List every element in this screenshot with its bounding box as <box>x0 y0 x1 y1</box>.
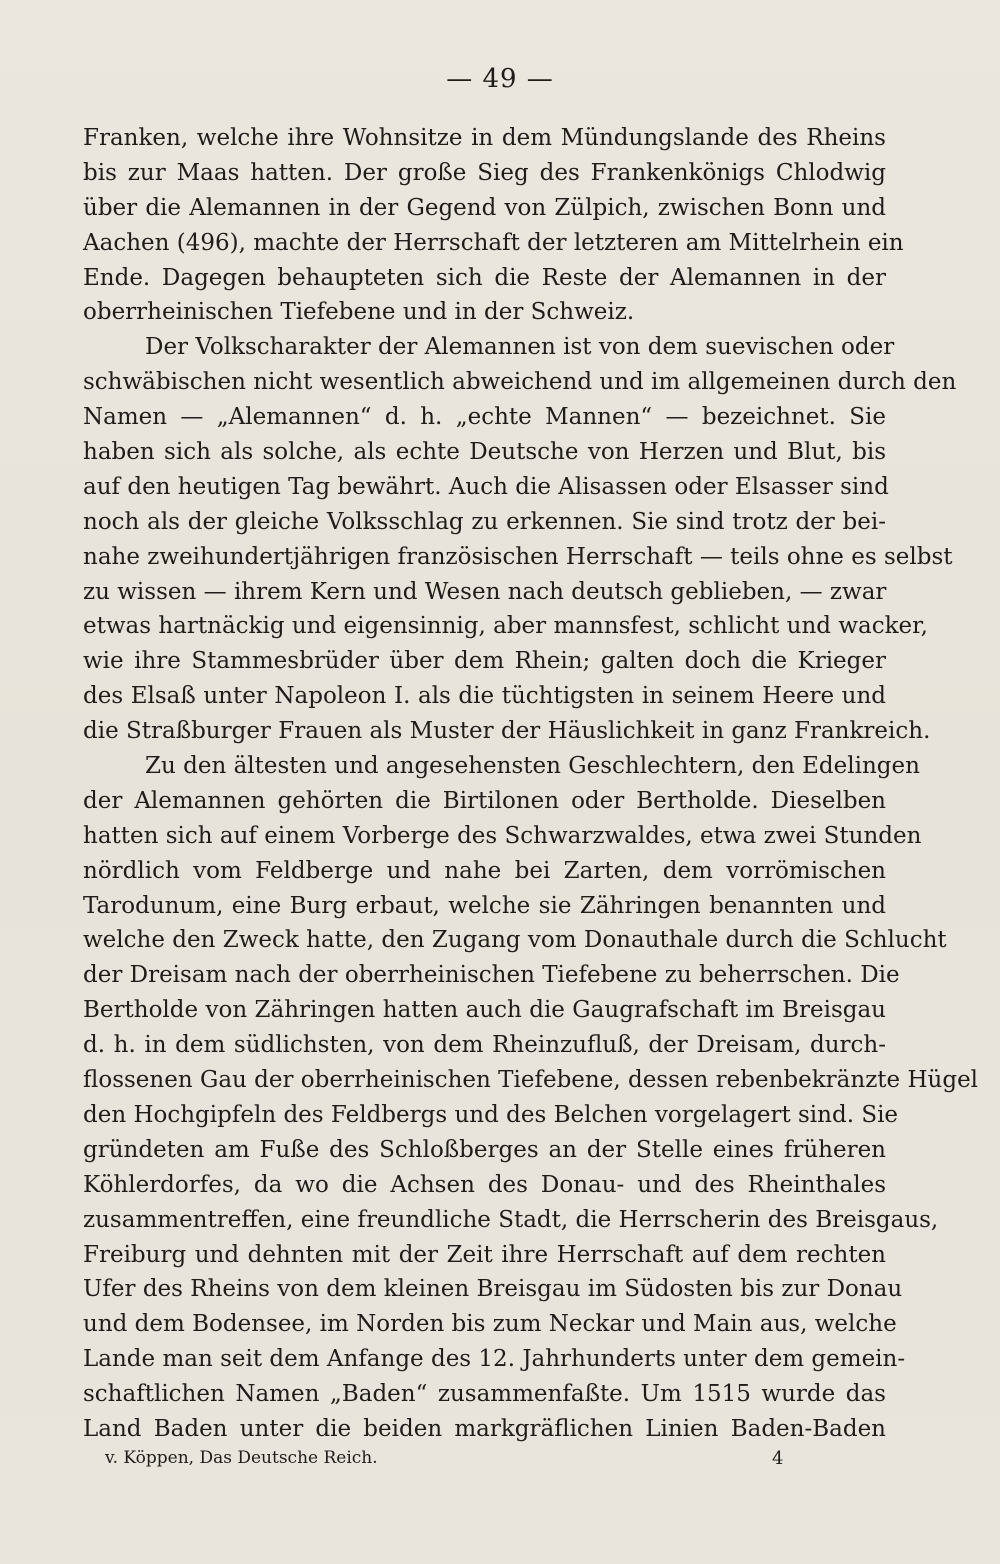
text-line-21: hatten sich auf einem Vorberge des Schwarzwaldes, etwa zwei Stunden <box>83 822 922 849</box>
text-line-37: schaftlichen Namen „Baden“ zusammenfaßte. Um 1515 wurde das <box>83 1381 886 1408</box>
text-line-5: Ende. Dagegen behaupteten sich die Reste der Alemannen in der <box>83 264 886 291</box>
text-line-8: schwäbischen nicht wesentlich abweichend und im allgemeinen durch den <box>83 369 957 396</box>
body-text <box>83 121 979 1447</box>
text-line-27: d. h. in dem südlichsten, von dem Rheinzufluß, der Dreisam, durch- <box>83 1032 886 1059</box>
text-line-19: Zu den ältesten und angesehensten Geschlechtern, den Edelingen <box>145 753 920 780</box>
text-line-9: Namen — „Alemannen“ d. h. „echte Mannen“ — bezeichnet. Sie <box>83 404 886 431</box>
text-line-20: der Alemannen gehörten die Birtilonen oder Bertholde. Dieselben <box>83 787 886 814</box>
text-line-31: Köhlerdorfes, da wo die Achsen des Donau- und des Rheinthales <box>83 1171 886 1198</box>
text-line-25: der Dreisam nach der oberrheinischen Tiefebene zu beherrschen. Die <box>83 962 900 989</box>
text-line-38: Land Baden unter die beiden markgräflichen Linien Baden-Baden <box>83 1415 886 1442</box>
text-line-23: Tarodunum, eine Burg erbaut, welche sie Zähringen benannten und <box>83 892 886 919</box>
text-line-7: Der Volkscharakter der Alemannen ist von dem suevischen oder <box>145 334 895 361</box>
text-line-15: etwas hartnäckig und eigensinnig, aber mannsfest, schlicht und wacker, <box>83 613 928 640</box>
text-line-26: Bertholde von Zähringen hatten auch die Gaugrafschaft im Breisgau <box>83 997 886 1024</box>
text-line-36: Lande man seit dem Anfange des 12. Jahrhunderts unter dem gemein- <box>83 1346 906 1373</box>
text-line-3: über die Alemannen in der Gegend von Zülpich, zwischen Bonn und <box>83 194 886 221</box>
text-line-12: noch als der gleiche Volksschlag zu erkennen. Sie sind trotz der bei- <box>83 508 886 535</box>
text-line-11: auf den heutigen Tag bewährt. Auch die Alisassen oder Elsasser sind <box>83 473 889 500</box>
text-line-18: die Straßburger Frauen als Muster der Häuslichkeit in ganz Frankreich. <box>83 718 931 745</box>
text-line-16: wie ihre Stammesbrüder über dem Rhein; galten doch die Krieger <box>83 648 886 675</box>
text-line-32: zusammentreffen, eine freundliche Stadt, die Herrscherin des Breisgaus, <box>83 1206 939 1233</box>
paragraph-3 <box>83 749 979 1447</box>
text-line-4: Aachen (496), machte der Herrschaft der letzteren am Mittelrhein ein <box>83 229 904 256</box>
text-line-34: Ufer des Rheins von dem kleinen Breisgau im Südosten bis zur Donau <box>83 1276 903 1303</box>
text-line-10: haben sich als solche, als echte Deutsche von Herzen und Blut, bis <box>83 439 886 466</box>
text-line-22: nördlich vom Feldberge und nahe bei Zarten, dem vorrömischen <box>83 857 886 884</box>
text-line-33: Freiburg und dehnten mit der Zeit ihre Herrschaft auf dem rechten <box>83 1241 886 1268</box>
text-line-30: gründeten am Fuße des Schloßberges an der Stelle eines früheren <box>83 1136 886 1163</box>
paragraph-2 <box>83 330 957 749</box>
page-number: — 49 — <box>446 64 554 94</box>
text-line-13: nahe zweihundertjährigen französischen Herrschaft — teils ohne es selbst <box>83 543 953 570</box>
text-line-17: des Elsaß unter Napoleon I. als die tüchtigsten in seinem Heere und <box>83 683 886 710</box>
text-line-2: bis zur Maas hatten. Der große Sieg des Frankenkönigs Chlodwig <box>83 159 886 186</box>
text-line-35: und dem Bodensee, im Norden bis zum Neckar und Main aus, welche <box>83 1311 897 1338</box>
text-line-28: flossenen Gau der oberrheinischen Tiefebene, dessen rebenbekränzte Hügel <box>83 1067 979 1094</box>
text-line-1: Franken, welche ihre Wohnsitze in dem Mündungslande des Rheins <box>83 125 886 151</box>
text-line-29: den Hochgipfeln des Feldbergs und des Belchen vorgelagert sind. Sie <box>83 1101 899 1128</box>
paragraph-1 <box>83 121 904 330</box>
text-line-24: welche den Zweck hatte, den Zugang vom Donauthale durch die Schlucht <box>83 927 947 954</box>
text-line-6: oberrheinischen Tiefebene und in der Schweiz. <box>83 299 635 326</box>
text-line-14: zu wissen — ihrem Kern und Wesen nach deutsch geblieben, — zwar <box>83 578 887 605</box>
footer-citation: v. Köppen, Das Deutsche Reich. <box>105 1448 378 1468</box>
sheet-signature: 4 <box>772 1448 784 1469</box>
